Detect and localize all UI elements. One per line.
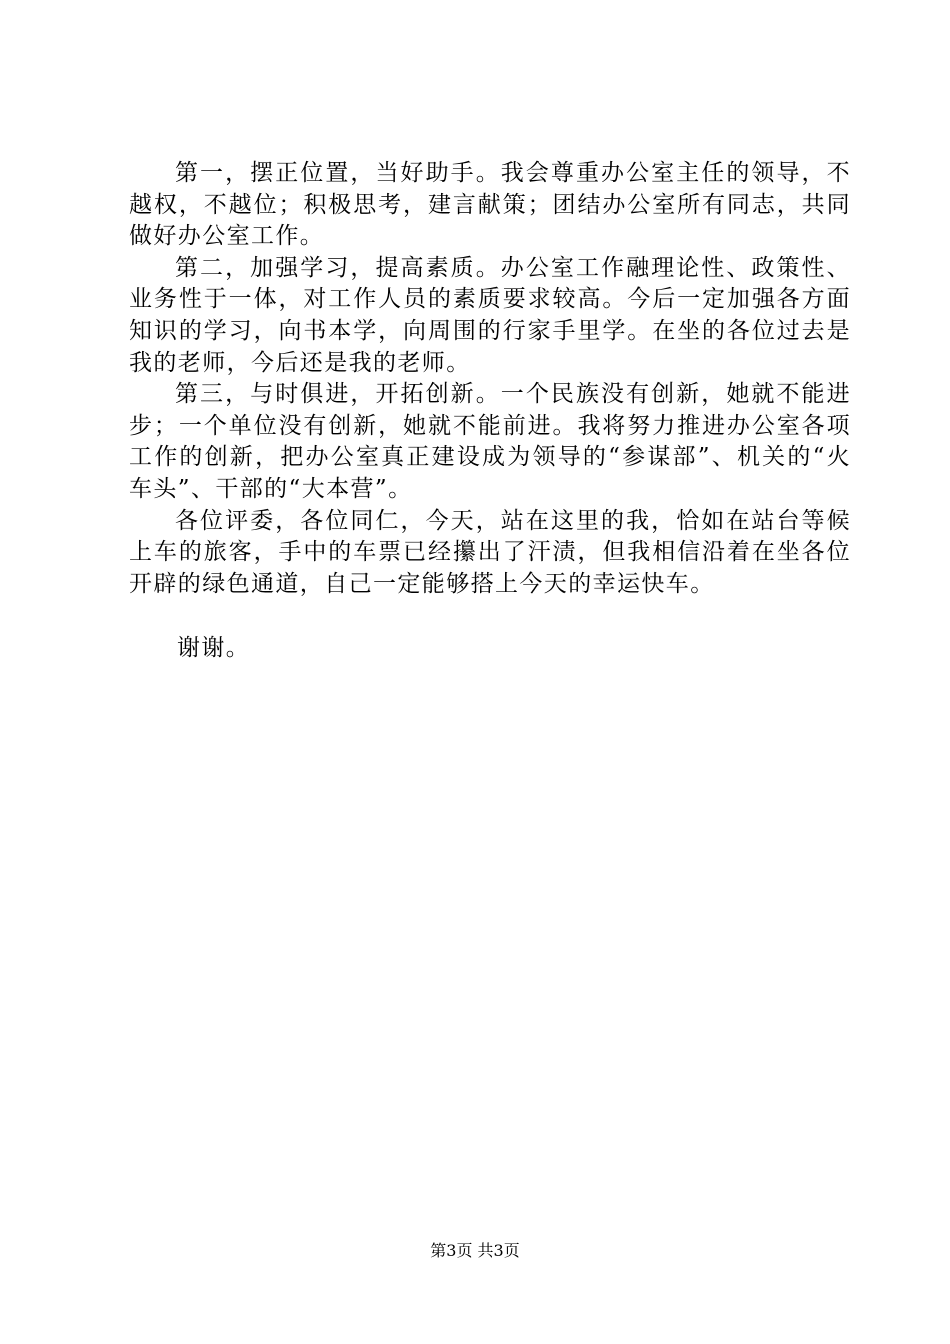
page-footer: 第3页 共3页 [430,1241,520,1260]
paragraph-4: 各位评委，各位同仁，今天，站在这里的我，恰如在站台等候上车的旅客，手中的车票已经攥出了汗渍，但我相信沿着在坐各位开辟的绿色通道，自己一定能够搭上今天的幸运快车。 [129,507,851,597]
paragraph-2: 第二，加强学习，提高素质。办公室工作融理论性、政策性、业务性于一体，对工作人员的素质要求较高。今后一定加强各方面知识的学习，向书本学，向周围的行家手里学。在坐的各位过去是我的老师，今后还是我的老师。 [129,254,851,376]
paragraph-3: 第三，与时俱进，开拓创新。一个民族没有创新，她就不能进步；一个单位没有创新，她就不能前进。我将努力推进办公室各项工作的创新，把办公室真正建设成为领导的“参谋部”、机关的“火车头”、干部的“大本营”。 [129,381,851,502]
closing-remark: 谢谢。 [177,635,251,661]
paragraph-1: 第一，摆正位置，当好助手。我会尊重办公室主任的领导，不越权，不越位；积极思考，建言献策；团结办公室所有同志，共同做好办公室工作。 [129,160,851,250]
document-body [129,158,851,600]
